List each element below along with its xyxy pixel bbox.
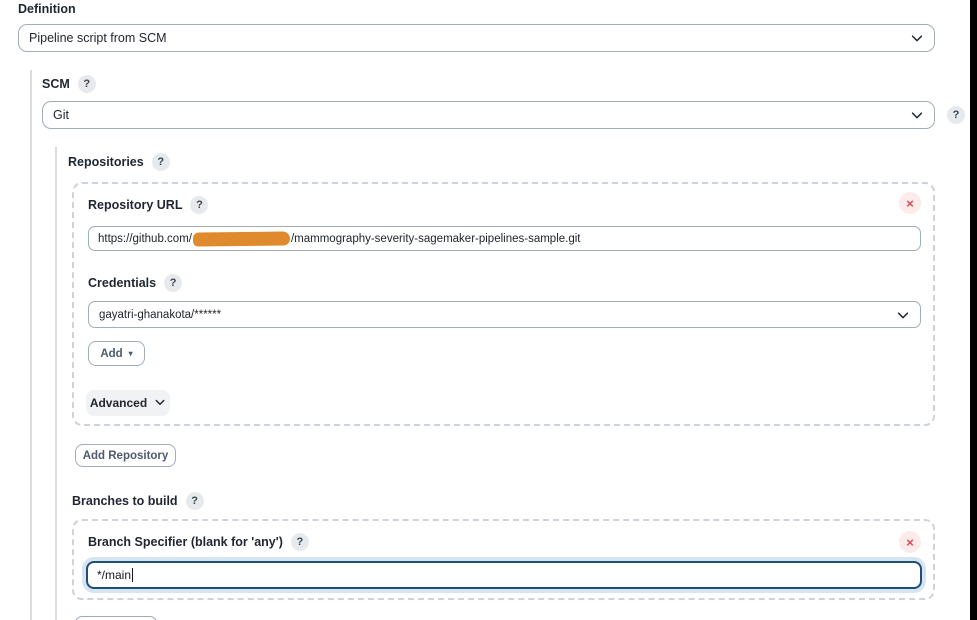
credentials-help-icon[interactable]: ? xyxy=(164,274,182,292)
branch-specifier-help-icon[interactable]: ? xyxy=(291,533,309,551)
redaction-marker xyxy=(193,231,290,246)
scm-select[interactable] xyxy=(42,101,935,129)
scm-label: SCM xyxy=(42,77,70,91)
add-credentials-button-label: Add xyxy=(100,347,123,360)
scm-section-indent-line xyxy=(30,70,32,620)
repositories-label: Repositories xyxy=(68,155,144,169)
advanced-button-label: Advanced xyxy=(89,396,148,410)
chevron-down-icon xyxy=(910,31,924,45)
branches-to-build-label: Branches to build xyxy=(72,494,178,508)
chevron-down-icon xyxy=(896,308,910,322)
scm-select-help-icon[interactable]: ? xyxy=(947,106,965,124)
repository-url-label: Repository URL xyxy=(88,198,183,212)
branch-specifier-label-row xyxy=(88,533,309,551)
repository-url-prefix: https://github.com/ xyxy=(98,232,192,245)
text-cursor xyxy=(132,568,133,582)
repositories-help-icon[interactable]: ? xyxy=(152,153,170,171)
chevron-down-icon xyxy=(910,108,924,122)
repository-url-input[interactable] xyxy=(88,226,921,251)
scm-select-value: Git xyxy=(53,108,69,122)
branch-specifier-input[interactable] xyxy=(86,561,922,589)
branches-help-icon[interactable]: ? xyxy=(186,492,204,510)
definition-select[interactable] xyxy=(18,24,935,52)
definition-label-row xyxy=(18,0,76,18)
scm-label-row xyxy=(42,75,96,93)
repository-url-help-icon[interactable]: ? xyxy=(190,196,208,214)
credentials-label: Credentials xyxy=(88,276,157,290)
repository-url-suffix: /mammography-severity-sagemaker-pipelines-sample.git xyxy=(290,232,581,245)
credentials-label-row xyxy=(88,274,182,292)
branches-label-row xyxy=(72,492,204,510)
branch-specifier-value: */main xyxy=(97,568,132,582)
definition-select-value: Pipeline script from SCM xyxy=(29,31,167,45)
add-branch-button[interactable] xyxy=(75,616,157,620)
add-repository-button[interactable] xyxy=(75,444,176,467)
caret-down-icon: ▾ xyxy=(128,348,133,358)
credentials-select-value: gayatri-ghanakota/****** xyxy=(99,308,222,321)
definition-label: Definition xyxy=(18,2,76,16)
delete-repository-button[interactable]: × xyxy=(899,192,921,214)
credentials-select[interactable] xyxy=(88,301,921,328)
advanced-button[interactable] xyxy=(86,390,170,416)
repository-url-label-row xyxy=(88,196,208,214)
window-edge xyxy=(970,0,977,620)
branch-specifier-label: Branch Specifier (blank for 'any') xyxy=(88,535,283,549)
add-repository-button-label: Add Repository xyxy=(82,449,169,462)
delete-branch-button[interactable]: × xyxy=(899,531,921,553)
repositories-label-row xyxy=(68,153,170,171)
chevron-down-icon xyxy=(154,396,166,411)
scm-help-icon[interactable]: ? xyxy=(78,75,96,93)
repositories-section-indent-line xyxy=(55,147,57,620)
add-credentials-button[interactable] xyxy=(88,341,145,366)
